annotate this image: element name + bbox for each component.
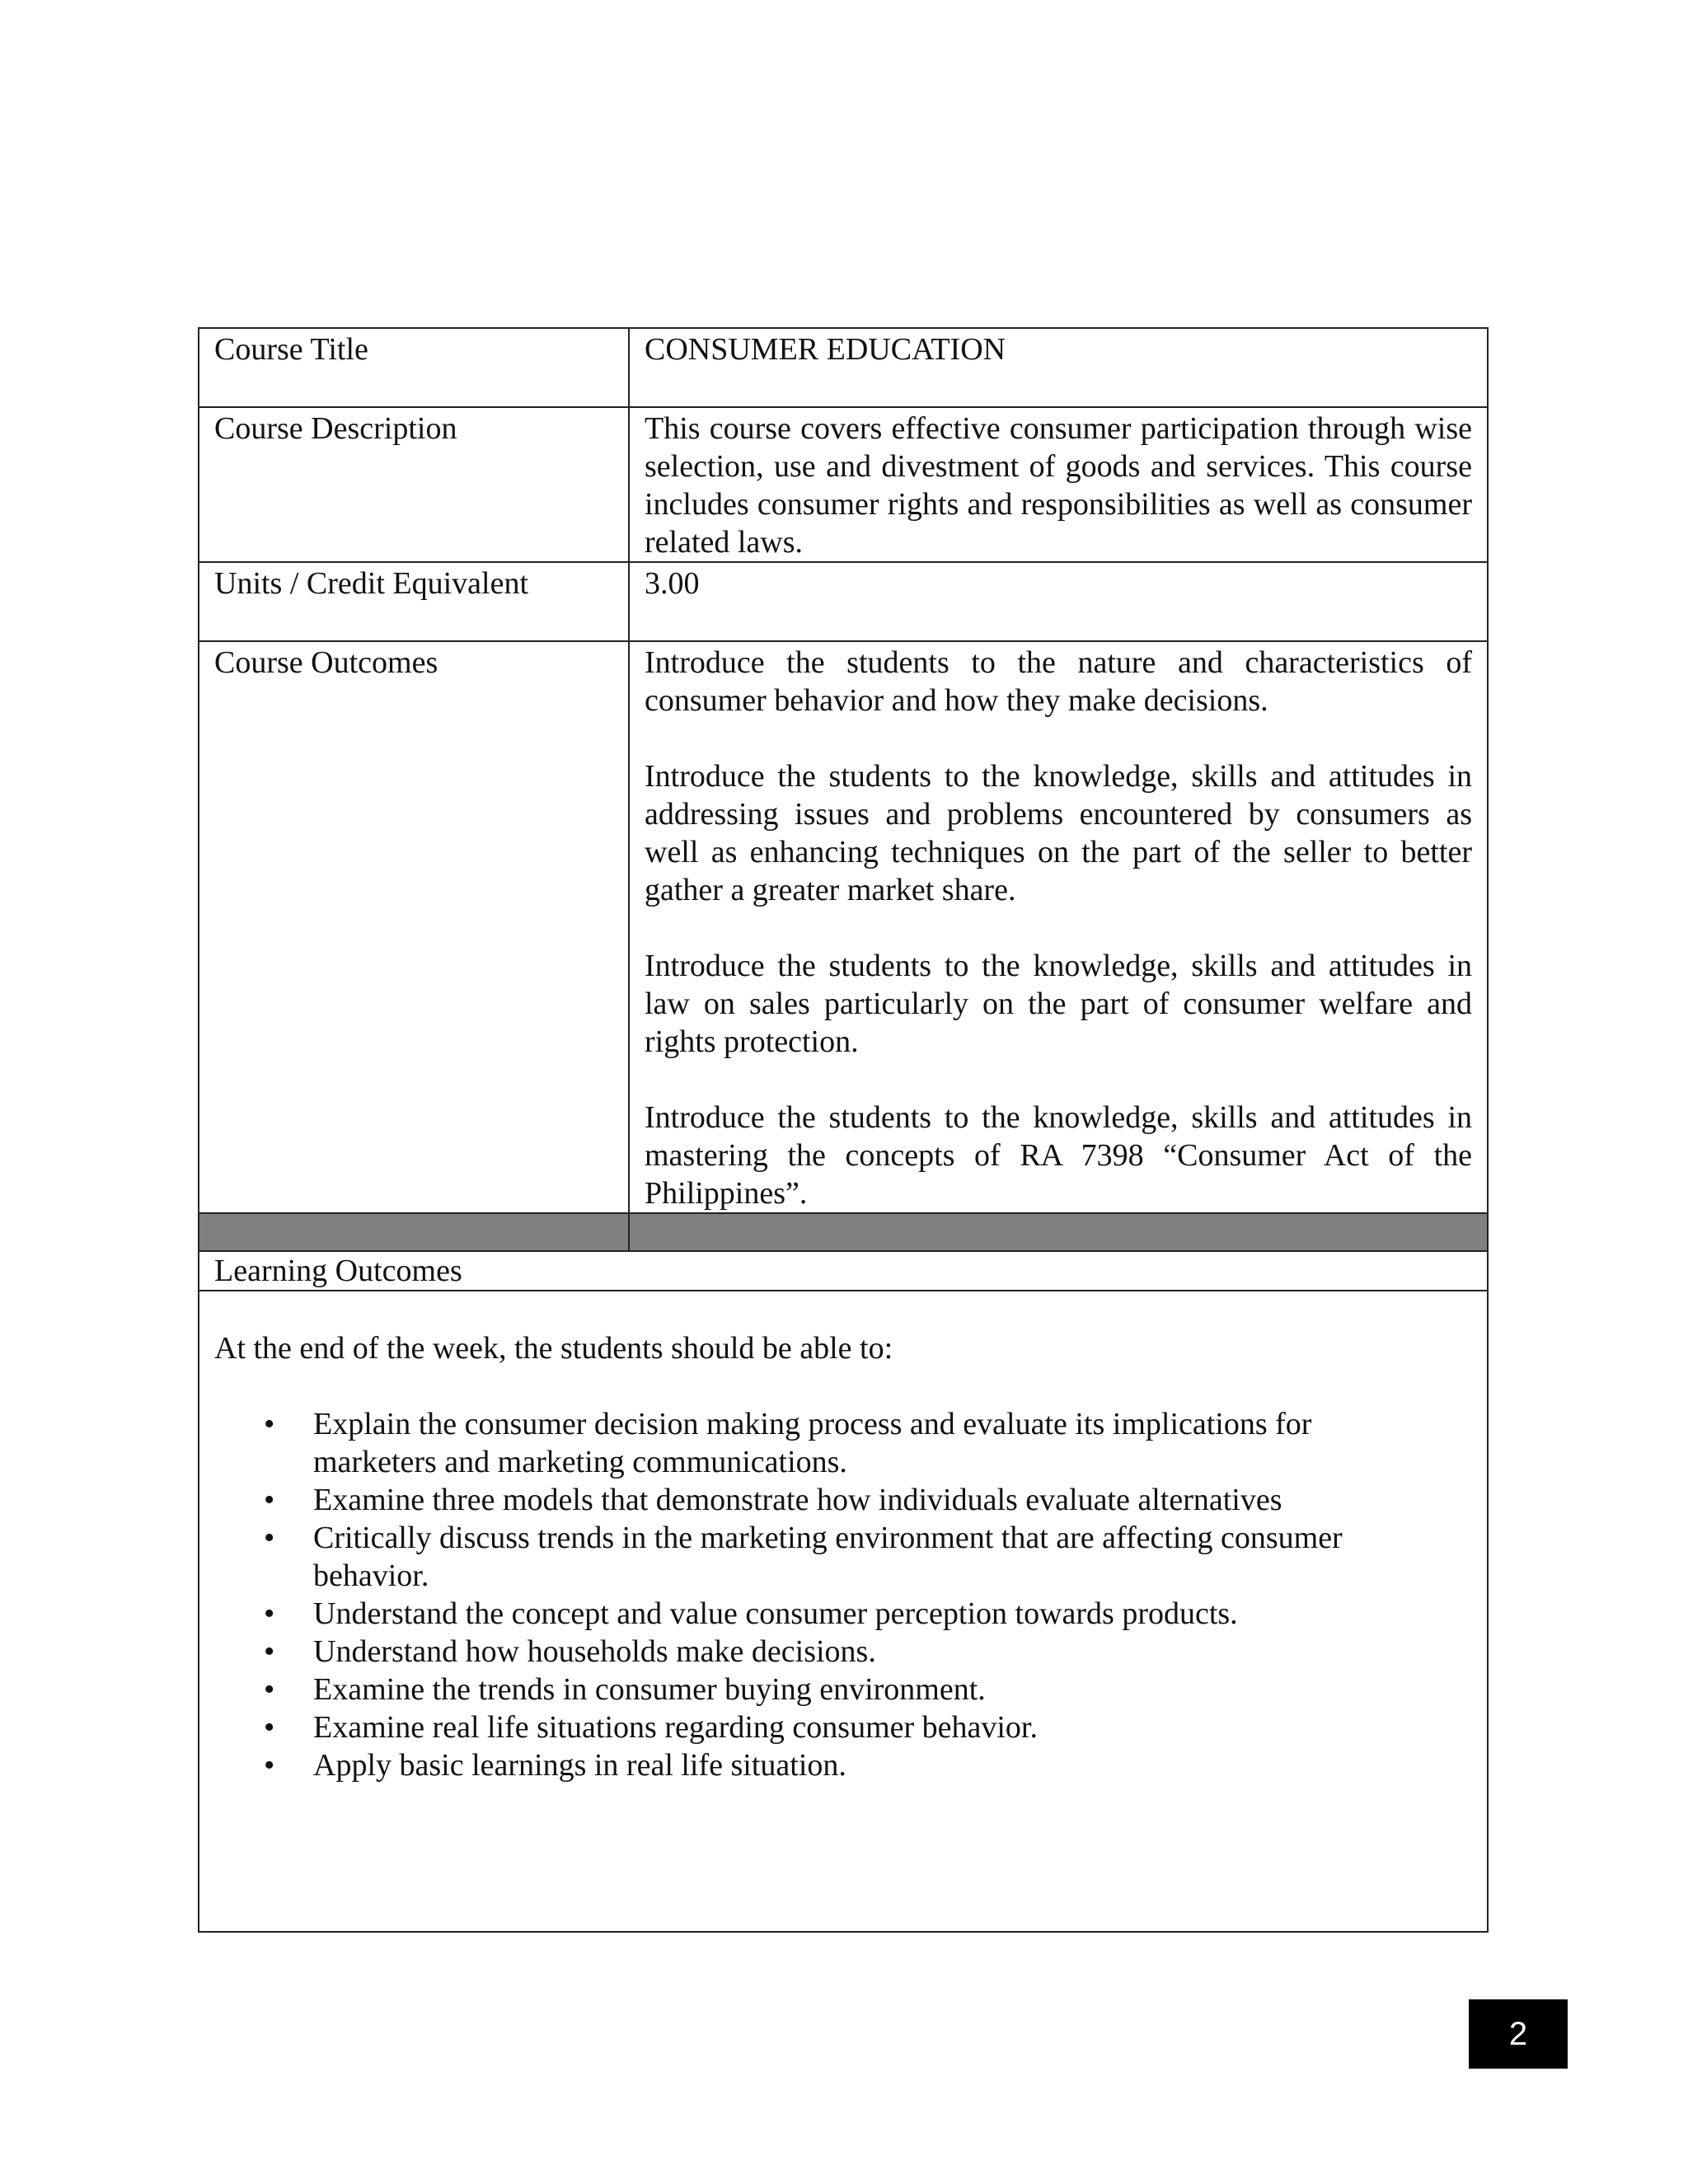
list-item-text: Explain the consumer decision making process and evaluate its implications for marketers and marketing communications. [313, 1407, 1312, 1479]
course-outcome-paragraph: Introduce the students to the knowledge, skills and attitudes in mastering the concepts of RA 7398 “Consumer Act of the Philippines”. [645, 1100, 1472, 1211]
learning-outcomes-header-row [199, 1251, 1488, 1291]
bullet-icon: • [264, 1596, 275, 1631]
list-item [264, 1671, 1472, 1708]
course-description-value: This course covers effective consumer participation through wise selection, use and divestment of goods and services. This course includes consumer rights and responsibilities as well as consumer related laws. [629, 407, 1488, 562]
shaded-separator-row [199, 1213, 1488, 1251]
course-title-label: Course Title [199, 328, 629, 407]
list-item [264, 1519, 1472, 1595]
list-item-text: Apply basic learnings in real life situation. [313, 1748, 846, 1783]
course-outcomes-value [629, 641, 1488, 1213]
course-description-row [199, 407, 1488, 562]
course-info-table [198, 327, 1489, 1933]
units-value: 3.00 [629, 562, 1488, 641]
bullet-icon: • [264, 1521, 275, 1555]
course-title-value: CONSUMER EDUCATION [629, 328, 1488, 407]
bullet-icon: • [264, 1748, 275, 1783]
bullet-icon: • [264, 1672, 275, 1707]
course-description-label: Course Description [199, 407, 629, 562]
learning-outcomes-label: Learning Outcomes [199, 1251, 1488, 1291]
list-item-text: Critically discuss trends in the marketing environment that are affecting consumer behavior. [313, 1521, 1343, 1593]
units-label: Units / Credit Equivalent [199, 562, 629, 641]
list-item [264, 1633, 1472, 1671]
course-outcome-paragraph: Introduce the students to the knowledge, skills and attitudes in addressing issues and problems encountered by consumers as well as enhancing techniques on the part of the seller to better gather a greater market share. [645, 759, 1472, 907]
learning-outcomes-body [199, 1291, 1488, 1932]
page-number: 2 [1469, 1999, 1568, 2069]
course-title-row [199, 328, 1488, 407]
list-item-text: Examine the trends in consumer buying environment. [313, 1672, 986, 1707]
list-item-text: Understand the concept and value consumer perception towards products. [313, 1596, 1238, 1631]
bullet-icon: • [264, 1710, 275, 1745]
list-item-text: Understand how households make decisions. [313, 1634, 876, 1669]
list-item [264, 1595, 1472, 1633]
course-outcomes-label: Course Outcomes [199, 641, 629, 1213]
bullet-icon: • [264, 1407, 275, 1441]
list-item [264, 1405, 1472, 1481]
bullet-icon: • [264, 1634, 275, 1669]
list-item [264, 1746, 1472, 1784]
course-outcome-paragraph: Introduce the students to the knowledge, skills and attitudes in law on sales particularly on the part of consumer welfare and rights protection. [645, 949, 1472, 1059]
bullet-icon: • [264, 1483, 275, 1517]
list-item-text: Examine three models that demonstrate how individuals evaluate alternatives [313, 1483, 1282, 1517]
learning-outcomes-list [214, 1405, 1472, 1784]
course-outcome-paragraph: Introduce the students to the nature and characteristics of consumer behavior and how they make decisions. [645, 645, 1472, 718]
shaded-cell-right [629, 1213, 1488, 1251]
list-item-text: Examine real life situations regarding consumer behavior. [313, 1710, 1038, 1745]
course-outcomes-row [199, 641, 1488, 1213]
shaded-cell-left [199, 1213, 629, 1251]
learning-outcomes-body-row [199, 1291, 1488, 1932]
learning-outcomes-intro: At the end of the week, the students should be able to: [214, 1331, 893, 1366]
units-row [199, 562, 1488, 641]
list-item [264, 1708, 1472, 1746]
list-item [264, 1481, 1472, 1519]
